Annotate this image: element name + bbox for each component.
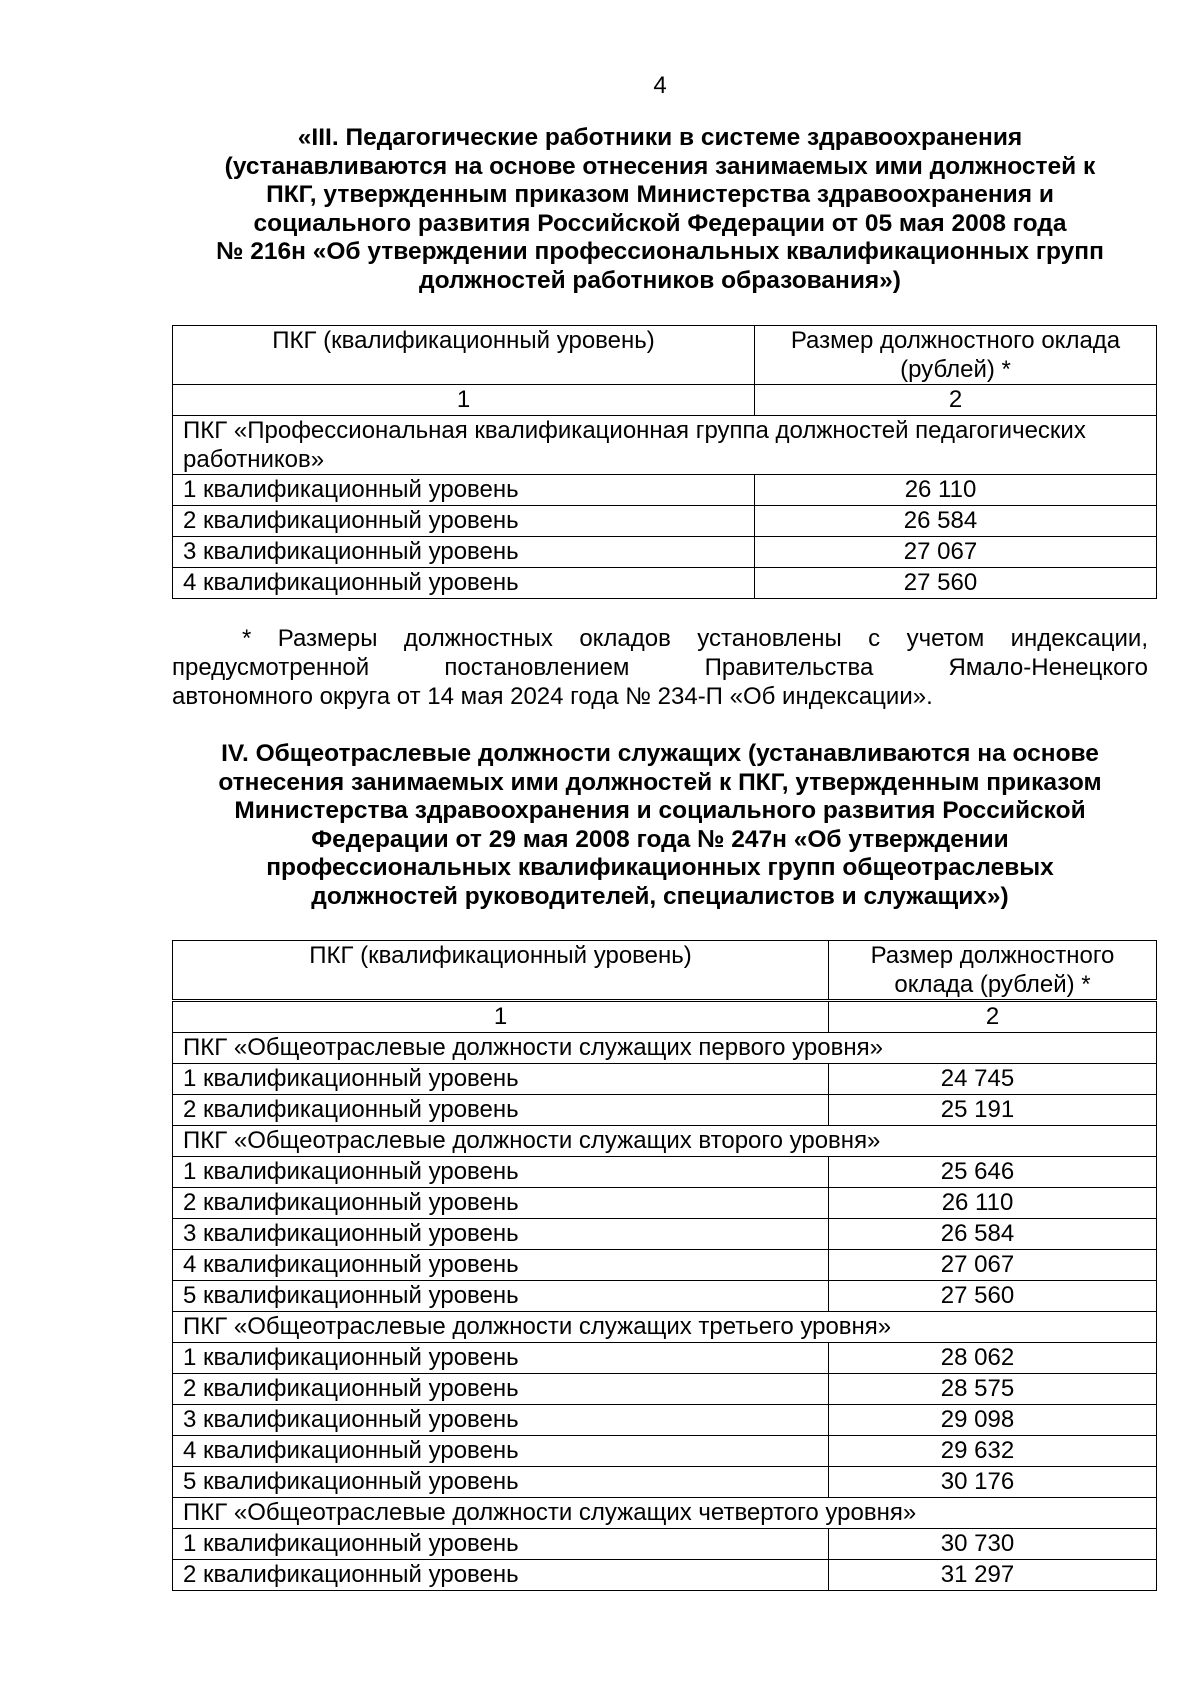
group-title: ПКГ «Общеотраслевые должности служащих третьего уровня» bbox=[173, 1312, 1157, 1343]
level-cell: 1 квалификационный уровень bbox=[173, 1529, 829, 1560]
footnote bbox=[172, 624, 1148, 711]
level-cell: 5 квалификационный уровень bbox=[173, 1467, 829, 1498]
level-cell: 1 квалификационный уровень bbox=[173, 475, 755, 506]
level-cell: 3 квалификационный уровень bbox=[173, 1405, 829, 1436]
group-title: ПКГ «Профессиональная квалификационная группа должностей педагогических работников» bbox=[173, 416, 1157, 475]
heading-line: № 216н «Об утверждении профессиональных квалификационных групп bbox=[216, 238, 1104, 266]
salary-cell: 26 584 bbox=[829, 1219, 1157, 1250]
table-row bbox=[173, 1529, 1157, 1560]
column-number: 1 bbox=[173, 1001, 829, 1033]
group-title: ПКГ «Общеотраслевые должности служащих первого уровня» bbox=[173, 1033, 1157, 1064]
column-number-row bbox=[173, 385, 1157, 416]
table-row bbox=[173, 1219, 1157, 1250]
salary-cell: 29 632 bbox=[829, 1436, 1157, 1467]
heading-line: Министерства здравоохранения и социального развития Российской bbox=[234, 797, 1086, 825]
column-number: 1 bbox=[173, 385, 755, 416]
salary-cell: 26 584 bbox=[755, 506, 1157, 537]
footnote-line: предусмотренной постановлением Правительства Ямало-Ненецкого bbox=[172, 654, 1148, 681]
salary-cell: 27 560 bbox=[829, 1281, 1157, 1312]
heading-line: (устанавливаются на основе отнесения занимаемых ими должностей к bbox=[224, 152, 1096, 180]
table-row bbox=[173, 1064, 1157, 1095]
salary-cell: 29 098 bbox=[829, 1405, 1157, 1436]
table-row bbox=[173, 1560, 1157, 1591]
table-row bbox=[173, 475, 1157, 506]
level-cell: 2 квалификационный уровень bbox=[173, 506, 755, 537]
salary-cell: 28 062 bbox=[829, 1343, 1157, 1374]
table-row bbox=[173, 1374, 1157, 1405]
level-cell: 1 квалификационный уровень bbox=[173, 1343, 829, 1374]
level-cell: 2 квалификационный уровень bbox=[173, 1188, 829, 1219]
heading-line: профессиональных квалификационных групп общеотраслевых bbox=[266, 854, 1054, 882]
table-header-row bbox=[173, 941, 1157, 1001]
table-row bbox=[173, 506, 1157, 537]
column-number: 2 bbox=[829, 1001, 1157, 1033]
heading-line: ПКГ, утвержденным приказом Министерства здравоохранения и bbox=[266, 181, 1054, 209]
level-cell: 4 квалификационный уровень bbox=[173, 1436, 829, 1467]
table-row bbox=[173, 1343, 1157, 1374]
group-row bbox=[173, 1498, 1157, 1529]
table-row bbox=[173, 1250, 1157, 1281]
salary-cell: 25 646 bbox=[829, 1157, 1157, 1188]
section-4-heading bbox=[0, 740, 1200, 912]
column-header-salary bbox=[829, 941, 1157, 1001]
group-title: ПКГ «Общеотраслевые должности служащих четвертого уровня» bbox=[173, 1498, 1157, 1529]
heading-line: Федерации от 29 мая 2008 года № 247н «Об утверждении bbox=[311, 825, 1009, 853]
level-cell: 5 квалификационный уровень bbox=[173, 1281, 829, 1312]
column-header-salary-line: Размер должностного bbox=[870, 942, 1115, 969]
salary-cell: 25 191 bbox=[829, 1095, 1157, 1126]
salary-cell: 27 067 bbox=[755, 537, 1157, 568]
column-number-row bbox=[173, 1001, 1157, 1033]
section-3-heading bbox=[0, 124, 1200, 296]
group-row bbox=[173, 1312, 1157, 1343]
column-number: 2 bbox=[755, 385, 1157, 416]
table-row bbox=[173, 568, 1157, 599]
salary-table-pedagogical bbox=[172, 325, 1157, 599]
salary-cell: 28 575 bbox=[829, 1374, 1157, 1405]
salary-cell: 30 730 bbox=[829, 1529, 1157, 1560]
salary-cell: 26 110 bbox=[829, 1188, 1157, 1219]
heading-line: должностей работников образования») bbox=[419, 266, 901, 294]
salary-cell: 31 297 bbox=[829, 1560, 1157, 1591]
heading-line: должностей руководителей, специалистов и служащих») bbox=[311, 882, 1009, 910]
salary-cell: 24 745 bbox=[829, 1064, 1157, 1095]
table-row bbox=[173, 1405, 1157, 1436]
table-row bbox=[173, 1467, 1157, 1498]
column-header-level: ПКГ (квалификационный уровень) bbox=[173, 941, 829, 1001]
heading-line: IV. Общеотраслевые должности служащих (устанавливаются на основе bbox=[221, 740, 1099, 767]
level-cell: 4 квалификационный уровень bbox=[173, 568, 755, 599]
footnote-line: * Размеры должностных окладов установлены с учетом индексации, bbox=[242, 625, 1148, 652]
level-cell: 2 квалификационный уровень bbox=[173, 1560, 829, 1591]
level-cell: 1 квалификационный уровень bbox=[173, 1064, 829, 1095]
salary-cell: 27 560 bbox=[755, 568, 1157, 599]
group-title: ПКГ «Общеотраслевые должности служащих второго уровня» bbox=[173, 1126, 1157, 1157]
column-header-salary: Размер должностного оклада (рублей) * bbox=[755, 326, 1157, 385]
group-row bbox=[173, 416, 1157, 475]
heading-line: социального развития Российской Федерации от 05 мая 2008 года bbox=[253, 209, 1067, 237]
table-row bbox=[173, 1157, 1157, 1188]
level-cell: 1 квалификационный уровень bbox=[173, 1157, 829, 1188]
group-row bbox=[173, 1126, 1157, 1157]
heading-line: «III. Педагогические работники в системе здравоохранения bbox=[297, 124, 1023, 151]
level-cell: 2 квалификационный уровень bbox=[173, 1095, 829, 1126]
level-cell: 4 квалификационный уровень bbox=[173, 1250, 829, 1281]
page-number: 4 bbox=[653, 72, 667, 99]
salary-cell: 26 110 bbox=[755, 475, 1157, 506]
group-row bbox=[173, 1033, 1157, 1064]
salary-cell: 30 176 bbox=[829, 1467, 1157, 1498]
table-row bbox=[173, 1095, 1157, 1126]
level-cell: 3 квалификационный уровень bbox=[173, 1219, 829, 1250]
level-cell: 3 квалификационный уровень bbox=[173, 537, 755, 568]
table-row bbox=[173, 1188, 1157, 1219]
table-row bbox=[173, 1281, 1157, 1312]
table-row bbox=[173, 537, 1157, 568]
footnote-line: автономного округа от 14 мая 2024 года № 234-П «Об индексации». bbox=[172, 683, 933, 710]
column-header-salary-line: оклада (рублей) * bbox=[894, 971, 1091, 998]
table-header-row bbox=[173, 326, 1157, 385]
table-row bbox=[173, 1436, 1157, 1467]
heading-line: отнесения занимаемых ими должностей к ПКГ, утвержденным приказом bbox=[218, 768, 1102, 796]
column-header-level: ПКГ (квалификационный уровень) bbox=[173, 326, 755, 385]
salary-cell: 27 067 bbox=[829, 1250, 1157, 1281]
level-cell: 2 квалификационный уровень bbox=[173, 1374, 829, 1405]
salary-table-general bbox=[172, 940, 1157, 1591]
